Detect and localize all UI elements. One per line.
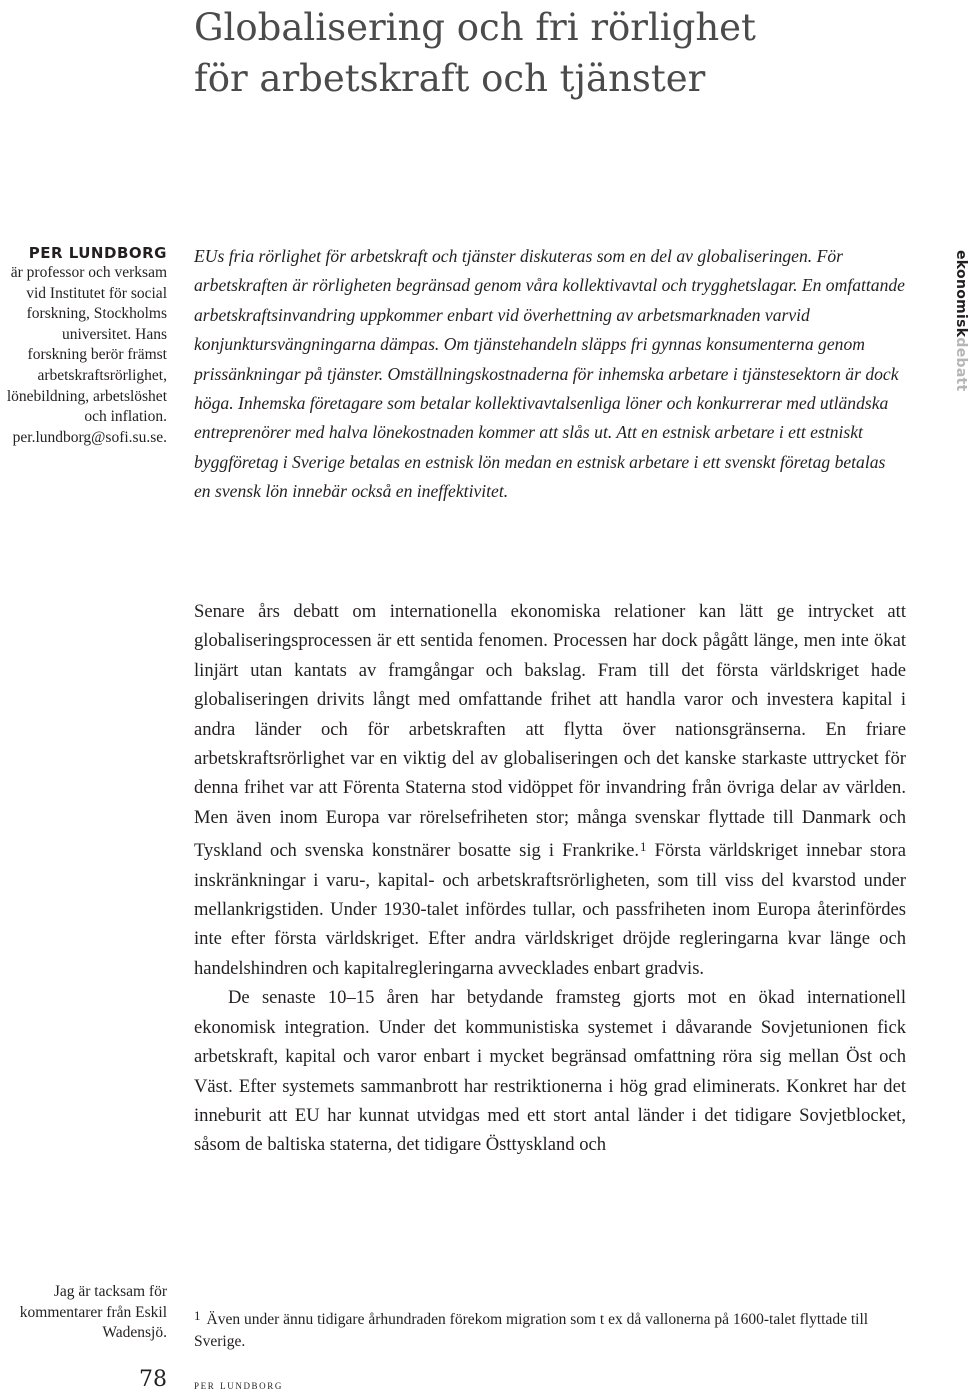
running-head: per lundborg (194, 1377, 283, 1392)
footnote-number: 1 (194, 1308, 201, 1323)
body-paragraph-2: De senaste 10–15 åren har betydande framsteg gjorts mot en ökad internationell ekonomisk integration. Under det kommunistiska systemet i dåvarande Sovjetunionen fick arbetskraft, kapital och varor enbart i mycket begränsad omfattning röra sig mellan Öst och Väst. Efter systemets sammanbrott har restriktionerna i hög grad eliminerats. Konkret har det inneburit att EU har kunnat utvidgas med ett stort antal länder i det tidigare Sovjetblocket, såsom de baltiska staterna, det tidigare Östtyskland och (194, 987, 906, 1156)
article-ingress: EUs fria rörlighet för arbetskraft och tjänster diskuteras som en del av globaliseringen. För arbetskraften är rörligheten begränsad genom våra kollektivavtal och trygghetslagar. En omfattande arbetskraftsinvandring uppkommer enbart vid överhettning av arbetsmarknaden varvid konjunktursvängningarna dämpas. Om tjänstehandeln släpps fri gynnas konsumenterna genom prissänkningar på tjänster. Omställningskostnaderna för inhemska arbetare i tjänstesektorn är dock höga. Inhemska företagare som betalar kollektivavtalsenliga löner och konkurrerar med utländska entreprenörer med halva lönekostnaden kommer att slås ut. Att en estnisk arbetare i ett estniskt byggföretag i Sverige betalas en estnisk lön medan en estnisk arbetare i ett svenskt företag betalas en svensk lön innebär också en ineffektivitet. (194, 246, 905, 502)
acknowledgement-note: Jag är tacksam för kommentarer från Eskil Wadensjö. (19, 1283, 167, 1342)
author-sidebar (0, 243, 167, 448)
title-line-1: Globalisering och fri rörlighet (194, 6, 756, 49)
body-paragraph-1-text-a: Senare års debatt om internationella ekonomiska relationer kan lätt ge intrycket att globaliseringsprocessen är ett sentida fenomen. Processen har dock pågått länge, men inte ökat linjärt utan kantats av framgångar och bakslag. Fram till det första världskriget hade globaliseringen drivits långt med omfattande frihet att handla varor och investera kapital i andra länder och för arbetskraften att flytta över nationsgränserna. En friare arbetskraftsrörlighet var en viktig del av globaliseringen och det kanske starkaste uttrycket för denna frihet var att Förenta Staterna stod vidöppet för invandring från övriga delar av världen. Men även inom Europa var rörelsefriheten stor; många svenskar flyttade till Danmark och Tyskland och svenska konstnärer bosatte sig i Frankrike. (194, 601, 906, 862)
journal-side-tag (953, 250, 969, 392)
article-title (194, 2, 934, 104)
author-name: PER LUNDBORG (28, 244, 167, 262)
footnote (194, 1305, 906, 1353)
title-line-2: för arbetskraft och tjänster (194, 57, 706, 100)
body-paragraph-1-text-b: Första världskriget innebar stora inskränkningar i varu-, kapital- och arbetskraftsrörligheten, som till viss del kvarstod under mellankrigstiden. Under 1930-talet infördes tullar, och passfriheten inom Europa återinfördes inte efter första världskriget. Efter andra världskriget dröjde regleringarna kvar länge och handelshindren och kapitalregleringarna avvecklades enbart gradvis. (194, 840, 906, 979)
author-bio: är professor och verksam vid Institutet för social forskning, Stockholms universitet. Hans forskning berör främst arbetskraftsrörlighet, lönebildning, arbetslöshet och inflation. per.lundborg@sofi.su.se. (6, 264, 167, 446)
footnote-text: Även under ännu tidigare århundraden förekom migration som t ex då vallonerna på 1600-talet flyttade till Sverige. (194, 1311, 869, 1350)
footnote-reference[interactable]: 1 (640, 839, 647, 855)
body-paragraph-1 (194, 597, 906, 983)
side-tag-part-1: ekonomisk (953, 250, 969, 338)
side-tag-part-2: debatt (953, 337, 969, 392)
article-body (194, 597, 906, 1160)
page-number: 78 (139, 1367, 167, 1392)
